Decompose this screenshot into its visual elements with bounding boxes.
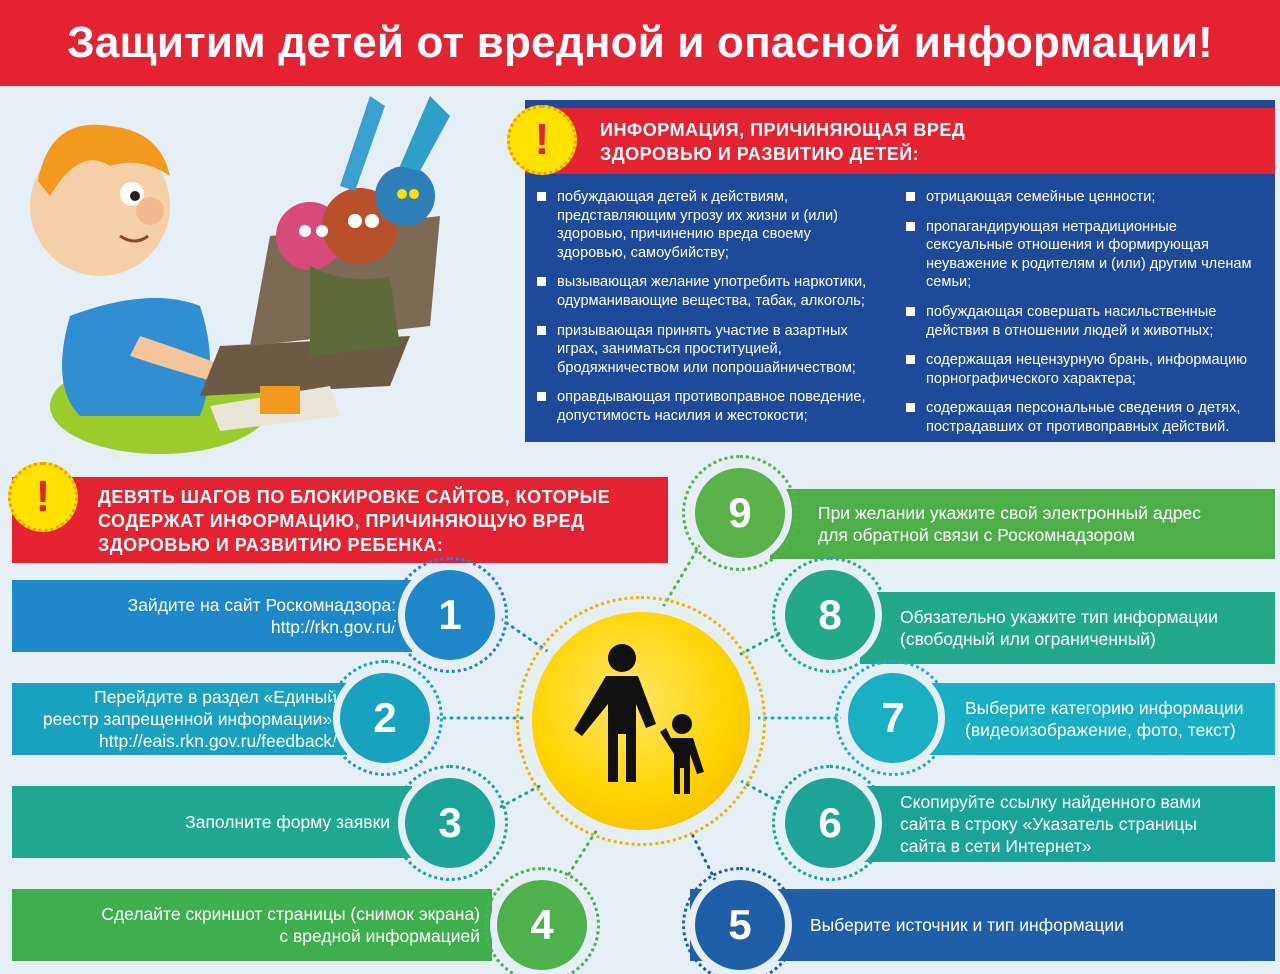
steps-title-line3: ЗДОРОВЬЮ И РАЗВИТИЮ РЕБЕНКА: — [98, 535, 444, 555]
warning-icon: ! — [8, 462, 78, 532]
step-bar-3 — [12, 786, 412, 858]
step-1-text: Зайдите на сайт Роскомнадзора: http://rkn.gov.ru/ — [127, 595, 396, 637]
step-number-9: 9 — [695, 468, 785, 558]
parent-child-icon — [532, 612, 750, 830]
harm-item-text: призывающая принять участие в азартных играх, заниматься проституцией, бродяжничеством или попрошайничеством; — [557, 322, 856, 376]
step-number-8: 8 — [785, 570, 875, 660]
step-number-6: 6 — [785, 778, 875, 868]
step-bar-1 — [12, 580, 412, 652]
harm-item-text: вызывающая желание употребить наркотики, одурманивающие вещества, табак, алкоголь; — [557, 274, 867, 309]
steps-title-line2: СОДЕРЖАТ ИНФОРМАЦИЮ, ПРИЧИНЯЮЩУЮ ВРЕД — [98, 511, 585, 531]
harm-item-text: отрицающая семейные ценности; — [926, 189, 1156, 205]
step-number-5: 5 — [695, 880, 785, 970]
step-number-1: 1 — [405, 570, 495, 660]
steps-title-line1: ДЕВЯТЬ ШАГОВ ПО БЛОКИРОВКЕ САЙТОВ, КОТОРЫЕ — [98, 487, 611, 507]
step-bar-2 — [12, 683, 347, 755]
step-number-3: 3 — [405, 778, 495, 868]
step-bar-7 — [930, 683, 1275, 755]
harm-title-line2: ЗДОРОВЬЮ И РАЗВИТИЮ ДЕТЕЙ: — [600, 144, 920, 164]
step-2-text: Перейдите в раздел «Единый реестр запрещенной информации»: http://eais.rkn.gov.ru/feedback/ — [42, 687, 337, 751]
family-circle — [532, 612, 750, 830]
step-number-2: 2 — [340, 673, 430, 763]
step-4-text: Сделайте скриншот страницы (снимок экрана) с вредной информацией — [101, 904, 480, 946]
step-number-4: 4 — [497, 880, 587, 970]
step-9-text: При желании укажите свой электронный адрес для обратной связи с Роскомнадзором — [818, 503, 1201, 545]
harm-title-line1: ИНФОРМАЦИЯ, ПРИЧИНЯЮЩАЯ ВРЕД — [600, 120, 966, 140]
harm-item-text: содержащая персональные сведения о детях, пострадавших от противоправных действий. — [926, 400, 1241, 435]
step-bar-9 — [770, 489, 1275, 559]
connector-5 — [690, 830, 715, 880]
step-bar-6 — [860, 786, 1275, 862]
page-title: Защитим детей от вредной и опасной информации! — [0, 0, 1280, 86]
harm-item-text: побуждающая совершать насильственные действия в отношении людей и животных; — [926, 303, 1217, 339]
step-7-text: Выберите категорию информации (видеоизображение, фото, текст) — [965, 698, 1244, 740]
step-8-text: Обязательно укажите тип информации (свободный или ограниченный) — [900, 607, 1218, 649]
step-bar-8 — [860, 592, 1275, 664]
step-bar-4 — [12, 889, 492, 961]
harm-item-text: побуждающая детей к действиям, представляющим угрозу их жизни и (или) здоровью, причинению вреда своему здоровью, самоубийству; — [557, 189, 838, 261]
harm-item-text: содержащая нецензурную брань, информацию порнографического характера; — [926, 352, 1248, 387]
step-5-text: Выберите источник и тип информации — [810, 915, 1124, 935]
step-number-7: 7 — [848, 673, 938, 763]
step-6-text: Скопируйте ссылку найденного вами сайта в строку «Указатель страницы сайта в сети Интернет» — [900, 792, 1202, 856]
harm-item-text: пропагандирующая нетрадиционные сексуальные отношения и формирующая неуважение к родителям и (или) другим членам семьи; — [926, 218, 1252, 291]
harm-item-text: оправдывающая противоправное поведение, допустимость насилия и жестокости; — [557, 389, 866, 424]
warning-icon: ! — [507, 105, 577, 175]
step-3-text: Заполните форму заявки — [185, 812, 390, 832]
